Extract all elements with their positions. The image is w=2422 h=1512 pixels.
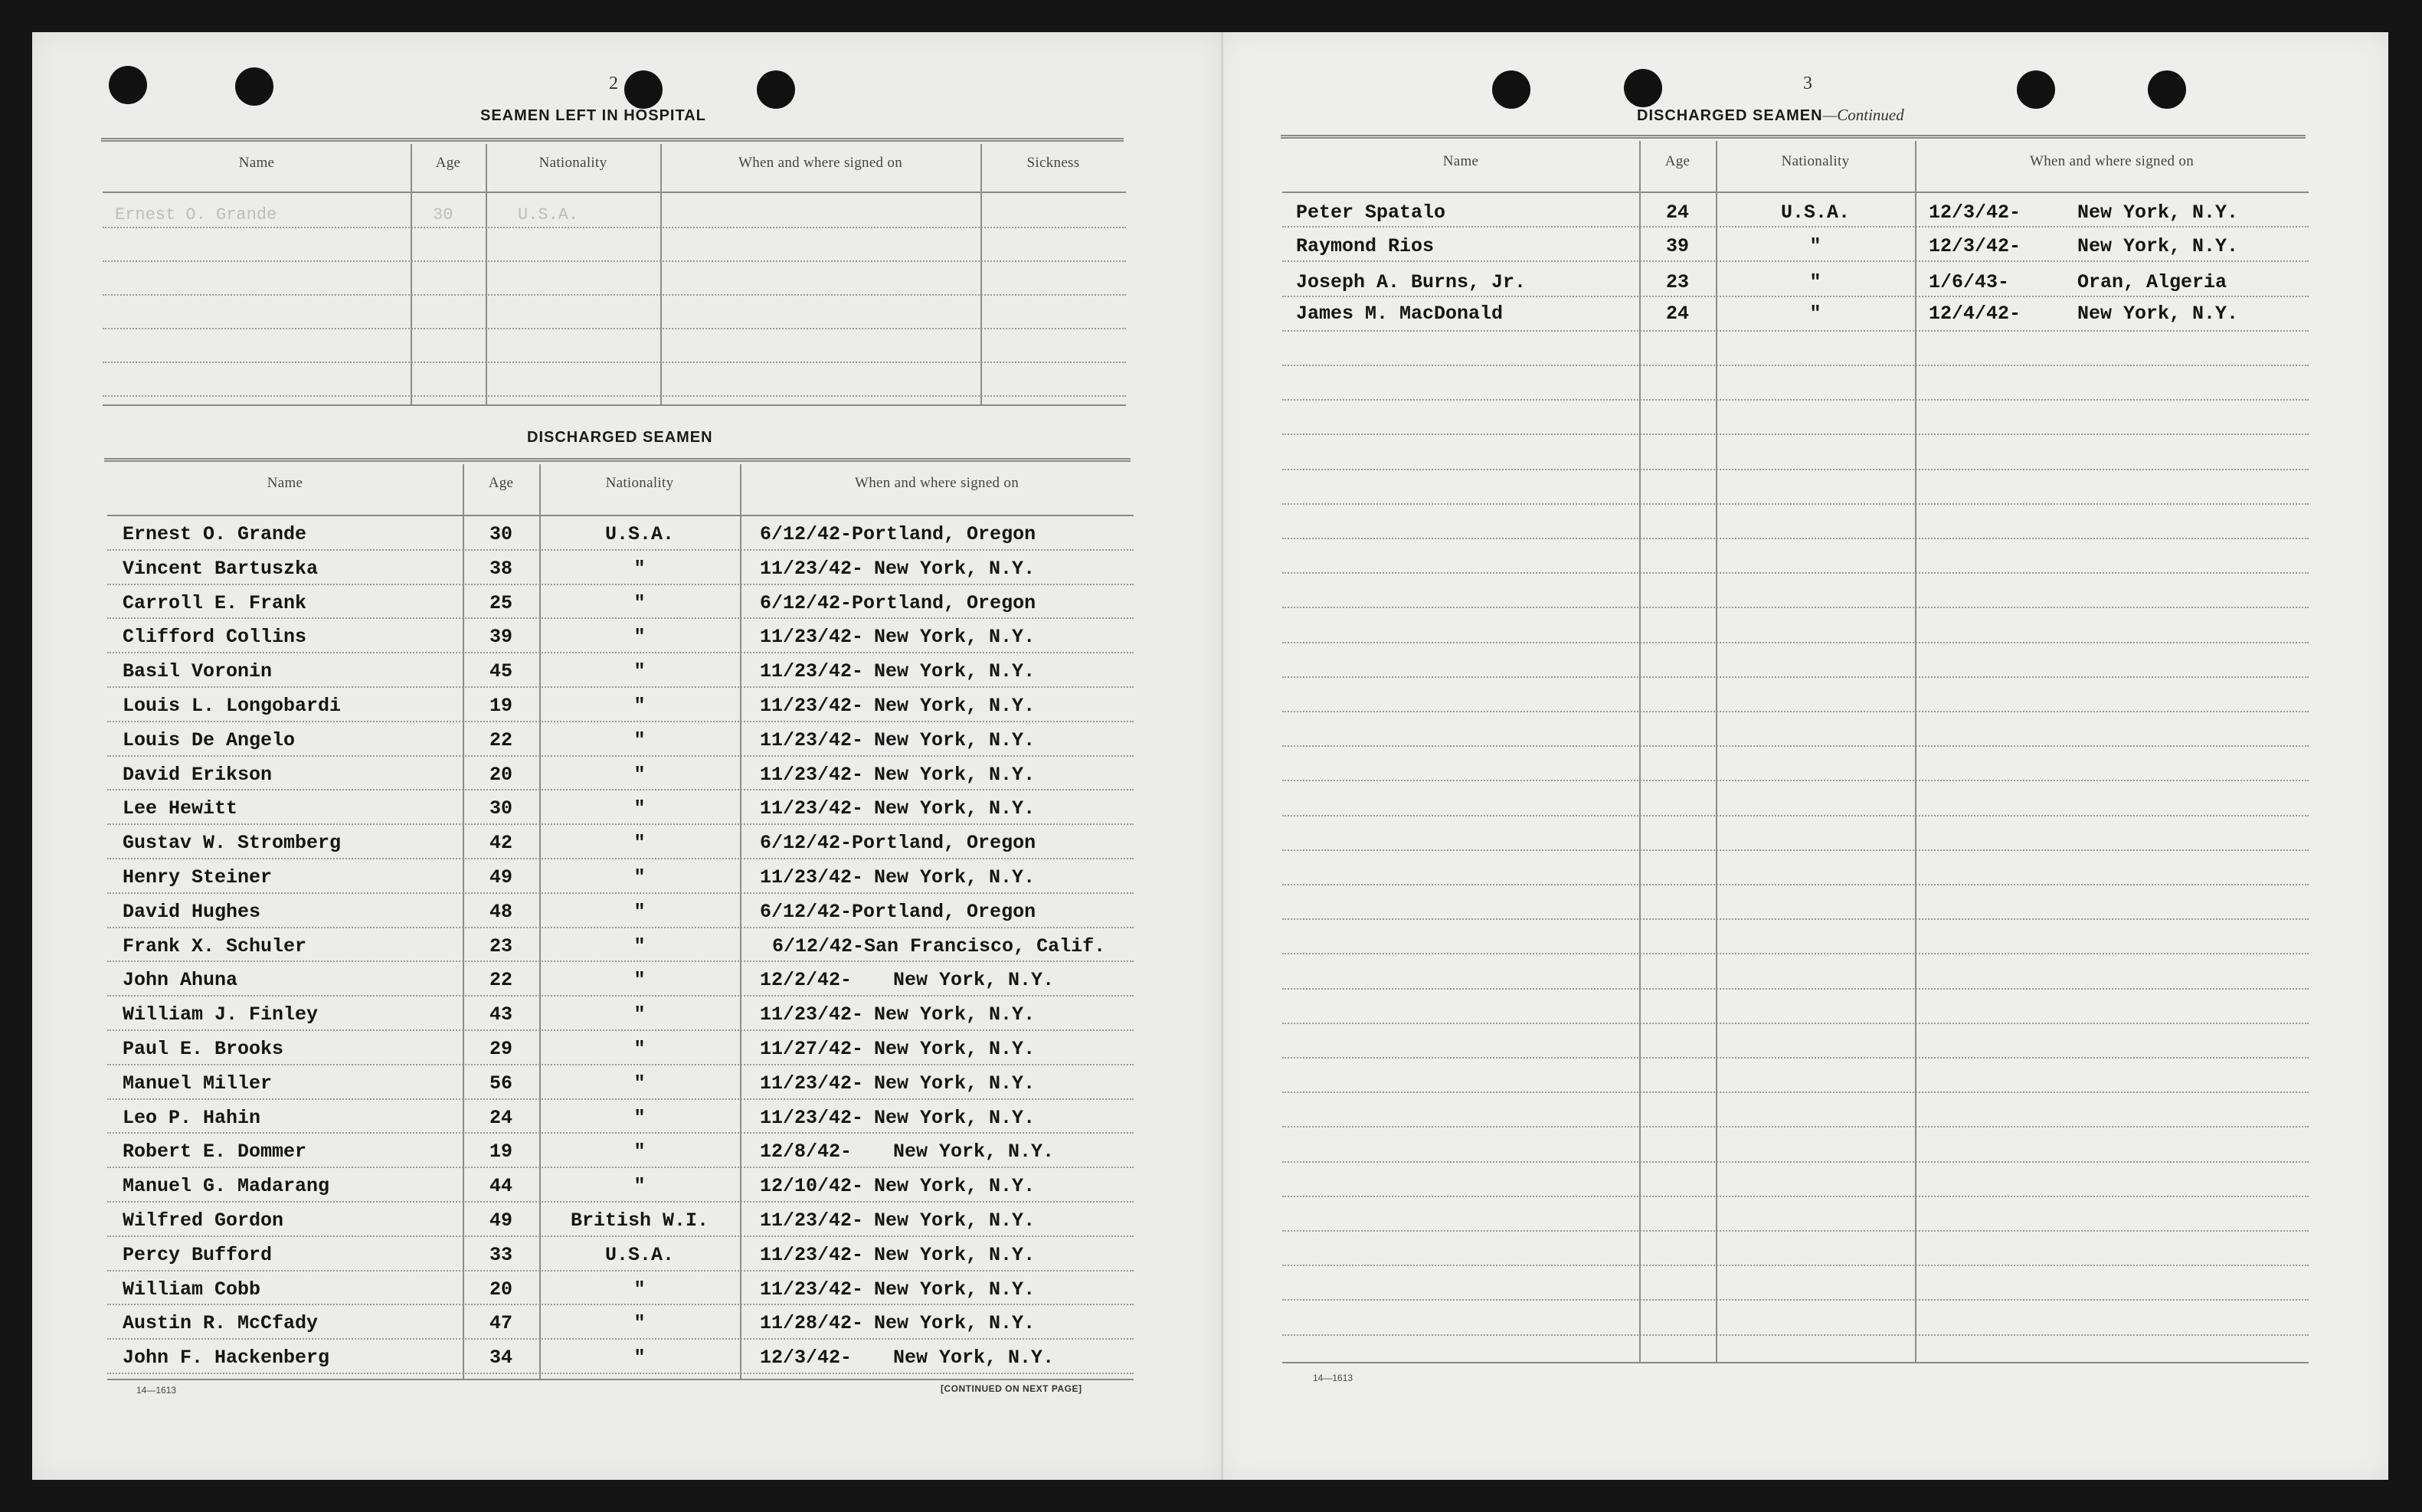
signed-on-date: 11/23/42- [760, 1278, 864, 1301]
seaman-name: Manuel Miller [123, 1072, 273, 1095]
signed-on-place: Oran, Algeria [2077, 271, 2227, 293]
faint-age: 30 [433, 205, 453, 224]
row-rule [107, 1235, 1134, 1237]
row-rule [107, 584, 1134, 585]
row-rule [103, 362, 1126, 363]
row-rule [107, 1373, 1134, 1374]
punch-hole [109, 66, 147, 104]
seaman-age: 39 [489, 626, 512, 649]
row-rule [1282, 503, 2309, 505]
seaman-nationality: U.S.A. [604, 1243, 674, 1266]
row-rule [103, 395, 1126, 397]
seaman-age: 20 [489, 1278, 512, 1301]
column-header: Name [267, 475, 303, 491]
signed-on-date: 11/27/42- [760, 1038, 864, 1060]
signed-on-place: New York, N.Y. [874, 557, 1036, 580]
column-header: Age [488, 475, 514, 491]
row-rule [107, 961, 1134, 962]
signed-on-place: New York, N.Y. [874, 1072, 1036, 1095]
signed-on [760, 524, 1036, 545]
seaman-nationality: " [633, 728, 646, 751]
seaman-nationality: " [633, 1347, 646, 1370]
signed-on-date: 12/3/42- [760, 1347, 853, 1370]
signed-on-place: New York, N.Y. [874, 728, 1036, 751]
signed-on-date: 6/12/42- [760, 591, 853, 614]
column-line [740, 464, 741, 1379]
signed-on [760, 867, 1035, 889]
seaman-nationality: " [1809, 303, 1821, 325]
signed-on [760, 558, 1035, 580]
seaman-nationality: " [633, 1003, 646, 1026]
seaman-name: Percy Bufford [123, 1243, 273, 1266]
signed-on-place: New York, N.Y. [2077, 303, 2239, 325]
row-rule [1282, 572, 2309, 574]
row-rule [1282, 1299, 2309, 1301]
divider [104, 458, 1131, 462]
column-header: Name [238, 155, 275, 171]
row-rule [103, 227, 1126, 228]
row-rule [107, 617, 1134, 619]
row-rule [107, 652, 1134, 653]
signed-on-date: 12/2/42- [760, 969, 853, 992]
row-rule [1282, 1057, 2309, 1059]
seaman-nationality: " [633, 1072, 646, 1095]
row-rule [1282, 953, 2309, 954]
seaman-nationality: U.S.A. [604, 523, 674, 545]
row-rule [107, 1064, 1134, 1065]
signed-on-place: Portland, Oregon [852, 523, 1036, 545]
signed-on-date: 12/3/42- [1929, 201, 2021, 224]
seaman-age: 33 [489, 1243, 512, 1266]
signed-on-place: New York, N.Y. [893, 969, 1055, 992]
seaman-name: Louis L. Longobardi [123, 695, 342, 717]
seaman-age: 45 [489, 660, 512, 683]
row-rule [1282, 1126, 2309, 1127]
row-rule [1282, 469, 2309, 470]
row-rule [107, 1304, 1134, 1305]
column-header: Age [1664, 153, 1690, 169]
row-rule [107, 1338, 1134, 1340]
signed-on-date: 11/23/42- [760, 660, 864, 683]
seaman-name: Louis De Angelo [123, 728, 296, 751]
punch-hole [2148, 70, 2186, 109]
row-rule [107, 721, 1134, 722]
seaman-name: Raymond Rios [1296, 235, 1435, 257]
signed-on-place: New York, N.Y. [874, 660, 1036, 683]
signed-on-date: 11/28/42- [760, 1312, 864, 1335]
signed-on [760, 661, 1035, 682]
seaman-name: Austin R. McCfady [123, 1312, 319, 1335]
seaman-name: Gustav W. Stromberg [123, 832, 342, 855]
signed-on-date: 12/3/42- [1929, 235, 2021, 257]
row-rule [1282, 330, 2309, 332]
seaman-age: 49 [489, 866, 512, 889]
signed-on [760, 1073, 1035, 1095]
row-rule [107, 927, 1134, 928]
seaman-nationality: " [633, 797, 646, 820]
signed-on-date: 1/6/43- [1929, 271, 2010, 293]
continued-title-suffix: —Continued [1822, 106, 1904, 124]
punch-hole [1624, 69, 1662, 107]
row-rule [103, 328, 1126, 329]
seaman-nationality: " [1809, 235, 1821, 257]
column-header: Nationality [1781, 153, 1850, 169]
signed-on [760, 1347, 1054, 1369]
bottom-rule [103, 404, 1126, 406]
signed-on-date: 11/23/42- [760, 797, 864, 820]
seaman-age: 29 [489, 1038, 512, 1060]
signed-on-place: San Francisco, Calif. [864, 934, 1106, 957]
signed-on-place: New York, N.Y. [874, 626, 1036, 649]
seaman-age: 30 [489, 523, 512, 545]
seaman-nationality: " [633, 557, 646, 580]
signed-on [772, 936, 1105, 957]
signed-on [760, 970, 1054, 991]
seaman-nationality: " [633, 1278, 646, 1301]
signed-on-date: 11/23/42- [760, 1209, 864, 1232]
seaman-name: Joseph A. Burns, Jr. [1296, 271, 1527, 293]
continued-title-main: DISCHARGED SEAMEN [1637, 107, 1823, 124]
signed-on [760, 627, 1035, 648]
punch-hole [2017, 70, 2055, 109]
faint-name: Ernest O. Grande [115, 205, 277, 224]
row-rule [1282, 642, 2309, 643]
signed-on [760, 902, 1036, 923]
seaman-name: Ernest O. Grande [123, 523, 307, 545]
bottom-rule [1282, 1362, 2309, 1363]
seaman-name: Henry Steiner [123, 866, 273, 889]
bottom-rule [107, 1379, 1134, 1380]
row-rule [103, 260, 1126, 262]
page-fold [1221, 32, 1223, 1480]
continued-note: [CONTINUED ON NEXT PAGE] [941, 1383, 1082, 1394]
header-rule [103, 191, 1126, 193]
column-line [660, 144, 662, 404]
seaman-age: 44 [489, 1175, 512, 1198]
seaman-nationality: " [633, 832, 646, 855]
row-rule [107, 1167, 1134, 1168]
seaman-nationality: " [633, 1312, 646, 1335]
row-rule [1282, 1196, 2309, 1197]
signed-on [760, 1176, 1035, 1197]
signed-on-date: 11/23/42- [760, 866, 864, 889]
row-rule [1282, 676, 2309, 678]
row-rule [1282, 745, 2309, 747]
row-rule [1282, 1161, 2309, 1163]
signed-on-date: 11/23/42- [760, 1106, 864, 1129]
signed-on [760, 798, 1035, 820]
signed-on-place: New York, N.Y. [2077, 201, 2239, 224]
row-rule [103, 294, 1126, 296]
seaman-nationality: U.S.A. [1780, 201, 1850, 224]
seaman-age: 19 [489, 1141, 512, 1163]
row-rule [107, 1132, 1134, 1134]
row-rule [1282, 607, 2309, 608]
signed-on-date: 12/4/42- [1929, 303, 2021, 325]
seaman-age: 49 [489, 1209, 512, 1232]
seaman-age: 23 [489, 934, 512, 957]
seaman-age: 38 [489, 557, 512, 580]
seaman-name: Basil Voronin [123, 660, 273, 683]
row-rule [1282, 711, 2309, 712]
seaman-name: John Ahuna [123, 969, 238, 992]
column-header: When and where signed on [854, 475, 1020, 491]
row-rule [1282, 884, 2309, 885]
seaman-age: 22 [489, 728, 512, 751]
column-header: When and where signed on [738, 155, 903, 171]
seaman-age: 42 [489, 832, 512, 855]
row-rule [107, 686, 1134, 688]
row-rule [1282, 780, 2309, 781]
row-rule [107, 1029, 1134, 1031]
seaman-age: 24 [1665, 303, 1689, 325]
seaman-age: 23 [1665, 271, 1689, 293]
seaman-age: 20 [489, 763, 512, 786]
signed-on-date: 11/23/42- [760, 728, 864, 751]
seaman-age: 24 [1665, 201, 1689, 224]
seaman-nationality: " [633, 866, 646, 889]
seaman-age: 39 [1665, 235, 1689, 257]
signed-on-place: New York, N.Y. [874, 1243, 1036, 1266]
row-rule [1282, 1091, 2309, 1093]
signed-on-date: 11/23/42- [760, 1003, 864, 1026]
seaman-age: 30 [489, 797, 512, 820]
seaman-name: Clifford Collins [123, 626, 307, 649]
column-header: When and where signed on [2029, 153, 2195, 169]
column-header: Nationality [605, 475, 674, 491]
punch-hole [1492, 70, 1530, 109]
signed-on-date: 12/10/42- [760, 1175, 864, 1198]
seaman-age: 25 [489, 591, 512, 614]
signed-on [760, 1313, 1035, 1334]
continued-section-title [1637, 106, 1904, 125]
column-header: Sickness [1026, 155, 1080, 171]
page-number-left: 2 [609, 74, 618, 93]
signed-on [760, 1245, 1035, 1266]
signed-on-date: 11/23/42- [760, 1072, 864, 1095]
row-rule [1282, 399, 2309, 401]
seaman-name: John F. Hackenberg [123, 1347, 330, 1370]
row-rule [1282, 849, 2309, 851]
signed-on-place: New York, N.Y. [874, 1209, 1036, 1232]
row-rule [1282, 260, 2309, 262]
punch-hole [624, 70, 663, 109]
signed-on [760, 764, 1035, 786]
seaman-nationality: " [633, 1106, 646, 1129]
seaman-age: 48 [489, 900, 512, 923]
seaman-nationality: " [633, 1175, 646, 1198]
row-rule [1282, 918, 2309, 920]
signed-on-place: New York, N.Y. [893, 1141, 1055, 1163]
signed-on-place: New York, N.Y. [874, 1312, 1036, 1335]
signed-on-date: 6/12/42- [760, 523, 853, 545]
signed-on-place: New York, N.Y. [874, 1038, 1036, 1060]
signed-on-place: New York, N.Y. [874, 797, 1036, 820]
column-line [980, 144, 982, 404]
seaman-nationality: " [633, 1038, 646, 1060]
signed-on-place: Portland, Oregon [852, 900, 1036, 923]
seaman-name: James M. MacDonald [1296, 303, 1504, 325]
signed-on-place: New York, N.Y. [2077, 235, 2239, 257]
seaman-nationality: " [633, 900, 646, 923]
signed-on [760, 1039, 1035, 1060]
signed-on [760, 1141, 1054, 1163]
row-rule [1282, 538, 2309, 539]
seaman-nationality: " [1809, 271, 1821, 293]
column-header: Age [435, 155, 461, 171]
seaman-age: 24 [489, 1106, 512, 1129]
signed-on-place: New York, N.Y. [874, 1175, 1036, 1198]
seaman-name: Frank X. Schuler [123, 934, 307, 957]
seaman-name: David Hughes [123, 900, 261, 923]
seaman-name: David Erikson [123, 763, 273, 786]
column-line [1915, 141, 1916, 1362]
row-rule [1282, 434, 2309, 435]
signed-on-date: 11/23/42- [760, 557, 864, 580]
form-id-left: 14—1613 [136, 1385, 177, 1396]
column-header: Nationality [538, 155, 607, 171]
signed-on-date: 6/12/42- [760, 832, 853, 855]
seaman-name: Wilfred Gordon [123, 1209, 284, 1232]
seaman-nationality: " [633, 934, 646, 957]
punch-hole [235, 67, 273, 106]
seaman-name: Vincent Bartuszka [123, 557, 319, 580]
seaman-nationality: " [633, 763, 646, 786]
seaman-age: 56 [489, 1072, 512, 1095]
seaman-name: William Cobb [123, 1278, 261, 1301]
seaman-nationality: " [633, 660, 646, 683]
seaman-nationality: " [633, 626, 646, 649]
signed-on [760, 1210, 1035, 1232]
row-rule [107, 549, 1134, 551]
signed-on-place: New York, N.Y. [874, 1278, 1036, 1301]
signed-on-place: New York, N.Y. [874, 1106, 1036, 1129]
signed-on [760, 833, 1036, 854]
seaman-nationality: " [633, 969, 646, 992]
discharged-section-title: DISCHARGED SEAMEN [527, 429, 713, 446]
row-rule [107, 995, 1134, 997]
signed-on [760, 730, 1035, 751]
signed-on [760, 695, 1035, 717]
page-number-right: 3 [1803, 74, 1812, 93]
column-line [411, 144, 412, 404]
row-rule [1282, 296, 2309, 297]
row-rule [107, 1201, 1134, 1203]
signed-on [760, 1108, 1035, 1129]
seaman-name: Peter Spatalo [1296, 201, 1446, 224]
seaman-name: Paul E. Brooks [123, 1038, 284, 1060]
signed-on-date: 11/23/42- [760, 626, 864, 649]
signed-on-date: 12/8/42- [760, 1141, 853, 1163]
row-rule [1282, 226, 2309, 227]
seaman-name: Leo P. Hahin [123, 1106, 261, 1129]
row-rule [1282, 365, 2309, 366]
row-rule [107, 789, 1134, 790]
seaman-name: William J. Finley [123, 1003, 319, 1026]
column-line [486, 144, 487, 404]
row-rule [1282, 1023, 2309, 1024]
signed-on-place: Portland, Oregon [852, 591, 1036, 614]
divider [1281, 135, 2306, 139]
signed-on-date: 6/12/42- [772, 934, 865, 957]
row-rule [107, 823, 1134, 825]
row-rule [107, 1098, 1134, 1100]
column-header: Name [1442, 153, 1479, 169]
row-rule [107, 858, 1134, 859]
seaman-age: 47 [489, 1312, 512, 1335]
seaman-nationality: British W.I. [570, 1209, 709, 1232]
row-rule [1282, 1334, 2309, 1336]
row-rule [1282, 815, 2309, 817]
signed-on-place: New York, N.Y. [874, 763, 1036, 786]
row-rule [1282, 988, 2309, 990]
signed-on-date: 11/23/42- [760, 763, 864, 786]
seaman-nationality: " [633, 695, 646, 717]
seaman-nationality: " [633, 1141, 646, 1163]
signed-on-place: New York, N.Y. [874, 1003, 1036, 1026]
seaman-name: Lee Hewitt [123, 797, 238, 820]
signed-on [760, 593, 1036, 614]
signed-on-place: Portland, Oregon [852, 832, 1036, 855]
signed-on [760, 1004, 1035, 1026]
row-rule [107, 755, 1134, 757]
row-rule [1282, 1230, 2309, 1232]
row-rule [107, 892, 1134, 894]
seaman-nationality: " [633, 591, 646, 614]
seaman-age: 34 [489, 1347, 512, 1370]
signed-on-place: New York, N.Y. [874, 866, 1036, 889]
signed-on-date: 11/23/42- [760, 1243, 864, 1266]
seaman-name: Robert E. Dommer [123, 1141, 307, 1163]
hospital-section-title: SEAMEN LEFT IN HOSPITAL [480, 107, 706, 124]
seaman-age: 22 [489, 969, 512, 992]
signed-on-date: 6/12/42- [760, 900, 853, 923]
row-rule [107, 1270, 1134, 1271]
signed-on [760, 1279, 1035, 1301]
seaman-name: Carroll E. Frank [123, 591, 307, 614]
seaman-name: Manuel G. Madarang [123, 1175, 330, 1198]
header-rule [1282, 191, 2309, 193]
signed-on-date: 11/23/42- [760, 695, 864, 717]
seaman-age: 43 [489, 1003, 512, 1026]
punch-hole [757, 70, 795, 109]
divider [101, 138, 1124, 142]
row-rule [1282, 1265, 2309, 1266]
signed-on-place: New York, N.Y. [893, 1347, 1055, 1370]
signed-on-place: New York, N.Y. [874, 695, 1036, 717]
seaman-age: 19 [489, 695, 512, 717]
form-id-right: 14—1613 [1313, 1373, 1353, 1383]
header-rule [107, 515, 1134, 516]
faint-nationality: U.S.A. [518, 205, 579, 224]
